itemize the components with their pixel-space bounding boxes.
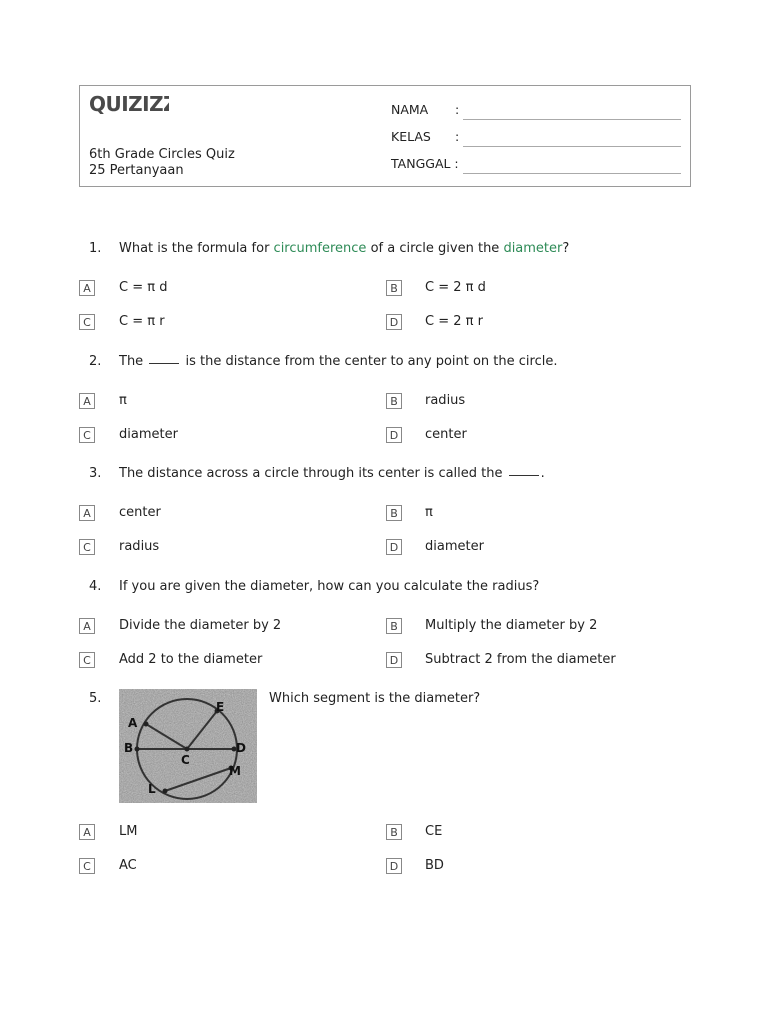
question-number: 5. xyxy=(89,691,102,706)
field-label-kelas: KELAS xyxy=(391,129,431,144)
circle-diagram-image xyxy=(119,689,257,803)
label-c: C xyxy=(181,753,190,767)
option-letter-box[interactable]: A xyxy=(79,280,95,296)
option-text[interactable]: C = 2 π r xyxy=(425,314,483,329)
option-letter-box[interactable]: D xyxy=(386,858,402,874)
option-text[interactable]: C = π d xyxy=(119,280,168,295)
option-letter-box[interactable]: C xyxy=(79,539,95,555)
option-letter-box[interactable]: D xyxy=(386,427,402,443)
option-letter-box[interactable]: B xyxy=(386,280,402,296)
option-text[interactable]: AC xyxy=(119,858,137,873)
question-number: 2. xyxy=(89,354,102,369)
field-colon: : xyxy=(455,129,460,144)
option-text[interactable]: radius xyxy=(425,393,466,408)
label-e: E xyxy=(216,700,225,714)
question-number: 4. xyxy=(89,579,102,594)
option-letter-box[interactable]: A xyxy=(79,393,95,409)
question-number: 3. xyxy=(89,466,102,481)
option-text[interactable]: center xyxy=(425,427,467,442)
answer-blank xyxy=(509,475,539,476)
option-text[interactable]: CE xyxy=(425,824,443,839)
option-text[interactable]: diameter xyxy=(119,427,178,442)
field-label-nama: NAMA xyxy=(391,102,429,117)
option-letter-box[interactable]: A xyxy=(79,505,95,521)
option-text[interactable]: π xyxy=(119,393,127,408)
option-text[interactable]: BD xyxy=(425,858,444,873)
option-text[interactable]: Multiply the diameter by 2 xyxy=(425,618,598,633)
answer-blank xyxy=(149,363,179,364)
option-letter-box[interactable]: C xyxy=(79,427,95,443)
field-label-tanggal: TANGGAL : xyxy=(391,156,459,171)
label-b: B xyxy=(124,741,134,755)
question-text: What is the formula for circumference of a circle given the diameter? xyxy=(119,241,570,256)
label-d: D xyxy=(236,741,246,755)
option-text[interactable]: radius xyxy=(119,539,160,554)
option-text[interactable]: diameter xyxy=(425,539,484,554)
option-letter-box[interactable]: A xyxy=(79,618,95,634)
option-text[interactable]: π xyxy=(425,505,433,520)
tanggal-input-line[interactable] xyxy=(463,173,681,174)
question-text: If you are given the diameter, how can you calculate the radius? xyxy=(119,579,540,594)
logo-text: QUIZIZZ xyxy=(89,93,169,115)
option-text[interactable]: Add 2 to the diameter xyxy=(119,652,263,667)
option-letter-box[interactable]: B xyxy=(386,505,402,521)
field-colon: : xyxy=(455,102,460,117)
option-text[interactable]: Divide the diameter by 2 xyxy=(119,618,282,633)
option-text[interactable]: Subtract 2 from the diameter xyxy=(425,652,616,667)
option-text[interactable]: C = π r xyxy=(119,314,165,329)
option-letter-box[interactable]: C xyxy=(79,858,95,874)
kelas-input-line[interactable] xyxy=(463,146,681,147)
option-letter-box[interactable]: B xyxy=(386,618,402,634)
question-text: The is the distance from the center to any point on the circle. xyxy=(119,354,558,369)
option-letter-box[interactable]: D xyxy=(386,539,402,555)
term-diameter: diameter xyxy=(503,241,563,256)
quiz-title: 6th Grade Circles Quiz xyxy=(89,147,235,162)
term-circumference: circumference xyxy=(273,241,367,256)
option-letter-box[interactable]: B xyxy=(386,824,402,840)
label-l: L xyxy=(148,782,156,796)
option-letter-box[interactable]: B xyxy=(386,393,402,409)
label-m: M xyxy=(229,764,241,778)
option-letter-box[interactable]: D xyxy=(386,652,402,668)
nama-input-line[interactable] xyxy=(463,119,681,120)
option-letter-box[interactable]: C xyxy=(79,314,95,330)
option-text[interactable]: center xyxy=(119,505,161,520)
question-number: 1. xyxy=(89,241,102,256)
question-text: Which segment is the diameter? xyxy=(269,691,481,706)
option-text[interactable]: C = 2 π d xyxy=(425,280,486,295)
option-letter-box[interactable]: A xyxy=(79,824,95,840)
quizizz-logo xyxy=(89,93,169,119)
question-text: The distance across a circle through its center is called the . xyxy=(119,466,545,481)
question-count: 25 Pertanyaan xyxy=(89,163,184,178)
option-letter-box[interactable]: D xyxy=(386,314,402,330)
option-text[interactable]: LM xyxy=(119,824,138,839)
option-letter-box[interactable]: C xyxy=(79,652,95,668)
label-a: A xyxy=(128,716,138,730)
